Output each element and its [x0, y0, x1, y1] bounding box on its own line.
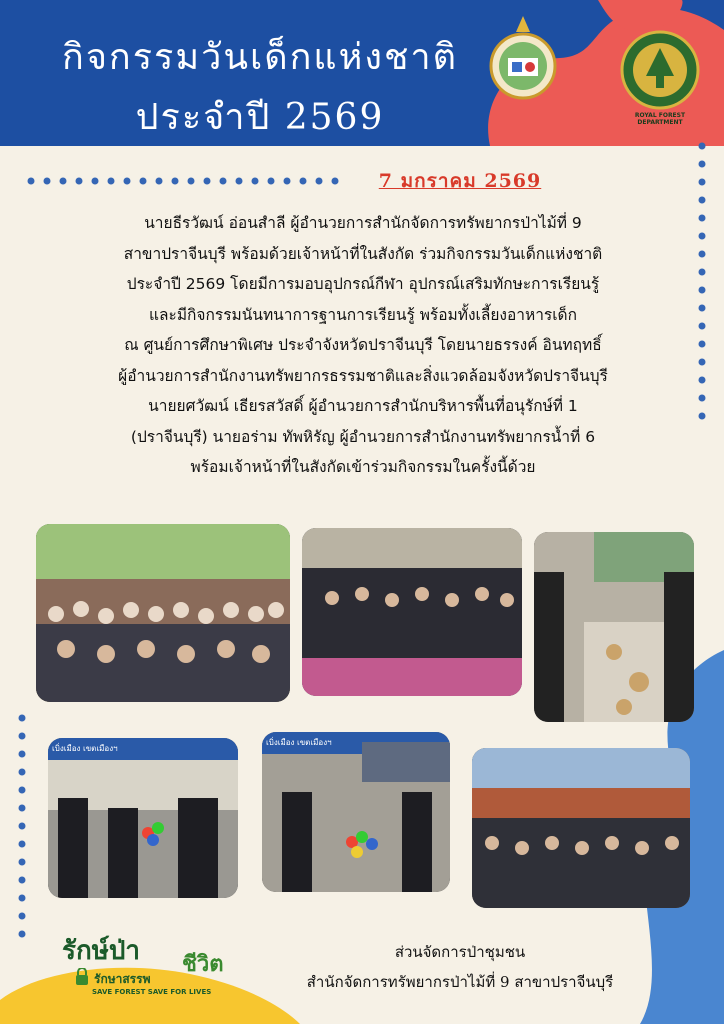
body-line: ผู้อำนวยการสำนักงานทรัพยากรธรรมชาติและสิ่งแวดล้อมจังหวัดปราจีนบุรี	[118, 366, 608, 385]
event-date: 7 มกราคม 2569	[378, 170, 542, 192]
body-line: ประจำปี 2569 โดยมีการมอบอุปกรณ์กีฬา อุปกรณ์เสริมทักษะการเรียนรู้	[126, 275, 600, 293]
photo-group-outdoor	[36, 524, 290, 702]
dotted-divider-left-vertical	[16, 712, 28, 942]
photo-lunch-table	[534, 532, 694, 722]
agency-seal-icon	[486, 14, 560, 100]
save-forest-logo	[62, 930, 252, 1000]
lock-icon	[74, 968, 90, 986]
body-line: สาขาปราจีนบุรี พร้อมด้วยเจ้าหน้าที่ในสังกัด ร่วมกิจกรรมวันเด็กแห่งชาติ	[123, 244, 603, 263]
photo-ball-pool	[262, 732, 450, 892]
brand-accent-text: ชีวิต	[182, 951, 224, 977]
photo-sign-text: เบิ่งเมือง เขตเมืองฯ	[266, 738, 332, 747]
emblem-caption: ROYAL FOREST DEPARTMENT	[634, 112, 686, 126]
footer-office-name: สำนักจัดการทรัพยากรป่าไม้ที่ 9 สาขาปราจีนบุรี	[306, 973, 614, 991]
body-line: และมีกิจกรรมนันทนาการฐานการเรียนรู้ พร้อมทั้งเลี้ยงอาหารเด็ก	[149, 305, 577, 324]
photo-group-indoor	[302, 528, 522, 696]
body-line: (ปราจีนบุรี) นายอร่าม ทัพหิรัญ ผู้อำนวยการสำนักงานทรัพยากรน้ำที่ 6	[130, 427, 596, 446]
royal-forest-department-emblem-icon	[620, 30, 700, 110]
brand-tagline: SAVE FOREST SAVE FOR LIVES	[92, 988, 212, 996]
page-title-line2: ประจำปี 2569	[135, 97, 385, 138]
page-title-line1: กิจกรรมวันเด็กแห่งชาติ	[62, 37, 458, 78]
dotted-divider-left	[26, 176, 346, 186]
photo-seated-audience	[472, 748, 690, 908]
photo-sign-text: เบิ่งเมือง เขตเมืองฯ	[52, 744, 118, 753]
brand-sub-text: รักษาสรรพ	[94, 972, 151, 986]
body-line: ณ ศูนย์การศึกษาพิเศษ ประจำจังหวัดปราจีนบุรี โดยนายธรรงค์ อินทฤทธิ์	[124, 336, 602, 354]
photo-giving-gifts	[48, 738, 238, 898]
body-line: พร้อมเจ้าหน้าที่ในสังกัดเข้าร่วมกิจกรรมในครั้งนี้ด้วย	[190, 458, 536, 476]
body-line: นายธีรวัฒน์ อ่อนสำลี ผู้อำนวยการสำนักจัดการทรัพยากรป่าไม้ที่ 9	[144, 214, 582, 232]
body-line: นายยศวัฒน์ เธียรสวัสดิ์ ผู้อำนวยการสำนักบริหารพื้นที่อนุรักษ์ที่ 1	[148, 397, 578, 415]
article-body	[28, 208, 698, 483]
footer-unit-name: ส่วนจัดการป่าชุมชน	[394, 943, 526, 961]
brand-main-text: รักษ์ป่า	[62, 936, 140, 966]
